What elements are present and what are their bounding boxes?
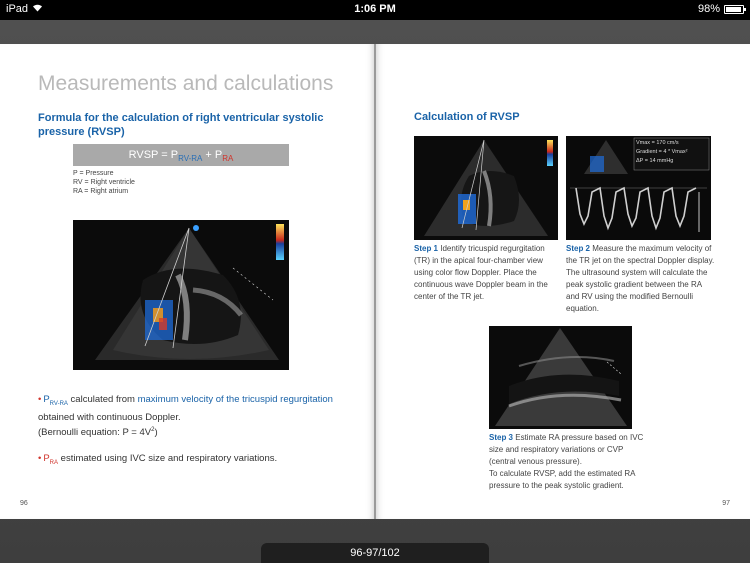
- section-title: Calculation of RVSP: [414, 111, 520, 123]
- legend-item: P = Pressure: [73, 170, 114, 177]
- bullet1-sub: RV-RA: [49, 400, 68, 407]
- step3-caption: [489, 432, 649, 492]
- echo-image-step3-ivc: [489, 326, 632, 429]
- doppler-readout: [636, 139, 688, 166]
- bullet2-p: P: [43, 453, 50, 464]
- readout-line: ΔP = 14 mmHg: [636, 158, 674, 164]
- formula-heading: Formula for the calculation of right ventricular systolic pressure (RVSP): [38, 112, 324, 138]
- step2-text: Measure the maximum velocity of the TR jet on the spectral Doppler display. The ultrasound system will calculate the peak systolic gradient between the RA and RV using the modified Bernoulli equation.: [566, 244, 715, 313]
- echo-image-step1-color-doppler: [414, 136, 558, 240]
- formula-plus: + P: [202, 149, 223, 161]
- bernoulli-sup: 2: [151, 426, 155, 433]
- battery-percent: 98%: [697, 3, 720, 15]
- bullet1-text-a: calculated from: [67, 394, 138, 405]
- bullet-pra: [38, 452, 338, 470]
- battery-icon: [724, 5, 744, 14]
- step1-caption: [414, 243, 560, 303]
- bullet2-text: estimated using IVC size and respiratory variations.: [58, 453, 278, 464]
- page-indicator[interactable]: 96-97/102: [261, 543, 489, 563]
- rvsp-formula: [73, 144, 289, 166]
- step1-label: Step 1: [414, 244, 439, 253]
- status-time: 1:06 PM: [354, 3, 396, 15]
- page-title: Measurements and calculations: [38, 72, 334, 95]
- legend-item: RV = Right ventricle: [73, 179, 135, 186]
- formula-sub-ra: RA: [222, 154, 234, 164]
- formula-lhs: RVSP = P: [128, 149, 179, 161]
- page-number-left: 96: [20, 500, 28, 507]
- legend-item: RA = Right atrium: [73, 188, 129, 195]
- bullet1-text-b: obtained with continuous Doppler.: [38, 411, 181, 423]
- bullet-prv-ra: [38, 393, 338, 439]
- step2-label: Step 2: [566, 244, 591, 253]
- echo-graphic: [73, 220, 289, 370]
- echo-graphic: [414, 136, 558, 240]
- readout-line: Gradient = 4 * Vmax²: [636, 149, 688, 155]
- bernoulli-equation: (Bernoulli equation: P = 4V: [38, 427, 152, 439]
- formula-legend: [73, 169, 135, 196]
- device-name: iPad: [6, 3, 29, 15]
- step3-label: Step 3: [489, 433, 514, 442]
- bullet-dot: •: [38, 394, 42, 405]
- ivc-graphic: [489, 326, 632, 429]
- step3-text2: To calculate RVSP, add the estimated RA pressure to the peak systolic gradient.: [489, 469, 636, 490]
- readout-line: Vmax = 170 cm/s: [636, 140, 679, 146]
- step1-text: Identify tricuspid regurgitation (TR) in the apical four-chamber view using color flow Doppler. Place the continuous wave Doppler beam in the center of the TR jet.: [414, 244, 548, 301]
- bullet-dot: •: [38, 453, 42, 464]
- step2-caption: [566, 243, 716, 315]
- status-right: [698, 3, 744, 15]
- bullet1-p: P: [43, 394, 50, 405]
- bullet2-sub: RA: [49, 459, 59, 466]
- step3-text: Estimate RA pressure based on IVC size and respiratory variations or CVP (central venous pressure).: [489, 433, 644, 466]
- left-page[interactable]: [0, 44, 374, 519]
- echo-image-apical-four-chamber: [73, 220, 289, 370]
- echo-image-step2-spectral-doppler: [566, 136, 711, 240]
- bullet1-link-text: maximum velocity of the tricuspid regurgitation: [137, 394, 333, 405]
- formula-sub-rvra: RV-RA: [178, 154, 203, 164]
- status-bar: [0, 0, 750, 20]
- page-number-right: 97: [722, 500, 730, 507]
- right-page[interactable]: [376, 44, 750, 519]
- bernoulli-end: ): [154, 427, 158, 439]
